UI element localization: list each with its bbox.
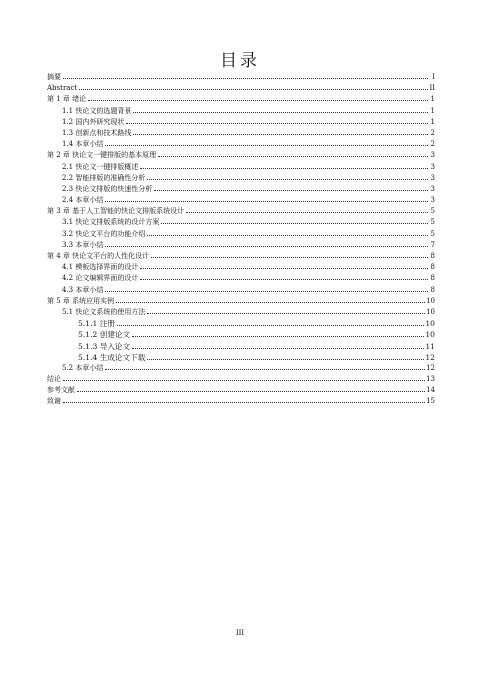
toc-entry[interactable] bbox=[47, 173, 435, 184]
toc-entry[interactable] bbox=[47, 273, 435, 284]
toc-entry-page: 15 bbox=[426, 397, 435, 406]
toc-entry-label: 1.4 本章小结 bbox=[62, 140, 104, 149]
toc-entry-page: II bbox=[429, 84, 435, 93]
toc-entry-label: 第 5 章 系统应用实例 bbox=[47, 296, 115, 305]
toc-entry-page: 10 bbox=[425, 330, 435, 340]
dot-leader bbox=[158, 156, 428, 157]
dot-leader bbox=[161, 223, 428, 224]
toc-entry[interactable] bbox=[47, 128, 435, 139]
dot-leader bbox=[140, 268, 428, 269]
dot-leader bbox=[133, 134, 428, 135]
toc-entry-page: 1 bbox=[430, 95, 435, 104]
toc-entry-page: 8 bbox=[430, 263, 435, 272]
dot-leader bbox=[79, 89, 428, 90]
toc-entry-label: 5.1.2 创建论文 bbox=[78, 330, 131, 340]
toc-entry[interactable] bbox=[47, 285, 435, 296]
toc-entry[interactable] bbox=[47, 139, 435, 150]
toc-entry-page: 12 bbox=[425, 352, 435, 362]
toc-entry-page: 3 bbox=[430, 196, 435, 205]
toc-entry-label: 5.2 本章小结 bbox=[62, 363, 104, 372]
dot-leader bbox=[117, 325, 424, 326]
toc-entry-label: 4.1 模板选择界面的设计 bbox=[62, 263, 139, 272]
dot-leader bbox=[77, 391, 425, 392]
toc-entry[interactable] bbox=[47, 396, 435, 407]
toc-entry-label: 4.2 论文编辑界面的设计 bbox=[62, 274, 139, 283]
toc-entry-label: 1.3 创新点和技术路线 bbox=[62, 128, 132, 137]
toc-entry[interactable] bbox=[47, 206, 435, 217]
toc-entry[interactable] bbox=[47, 307, 435, 318]
toc-entry[interactable] bbox=[47, 240, 435, 251]
page-number: III bbox=[235, 629, 245, 637]
toc-entry-label: 5.1.1 注册 bbox=[78, 319, 115, 329]
toc-entry[interactable] bbox=[47, 352, 435, 363]
toc-entry-label: 1.1 快论文的选题背景 bbox=[62, 106, 132, 115]
dot-leader bbox=[105, 291, 428, 292]
toc-entry-page: 3 bbox=[430, 184, 435, 193]
toc-entry[interactable] bbox=[47, 94, 435, 105]
toc-entry-page: 5 bbox=[430, 218, 435, 227]
toc-entry-page: 8 bbox=[430, 285, 435, 294]
toc-entry-page: 3 bbox=[430, 173, 435, 182]
toc-entry[interactable] bbox=[47, 195, 435, 206]
toc-entry-page: 10 bbox=[426, 307, 435, 316]
dot-leader bbox=[105, 369, 425, 370]
toc-entry-page: 2 bbox=[430, 140, 435, 149]
toc-entry-label: 第 4 章 快论文平台的人性化设计 bbox=[47, 252, 150, 260]
toc-entry[interactable] bbox=[47, 150, 435, 161]
dot-leader bbox=[147, 313, 425, 314]
toc-entry-label: 第 3 章 基于人工智能的快论文排版系统设计 bbox=[47, 207, 185, 216]
toc-entry[interactable] bbox=[47, 72, 435, 83]
toc-entry-label: 5.1.3 导入论文 bbox=[78, 341, 131, 351]
table-of-contents bbox=[47, 72, 435, 408]
toc-entry-label: 第 2 章 快论文一键排版的基本原理 bbox=[47, 151, 157, 160]
toc-entry[interactable] bbox=[47, 363, 435, 374]
toc-entry-label: 致谢 bbox=[47, 397, 61, 406]
toc-entry-label: 5.1.4 生成论文下载 bbox=[78, 352, 146, 362]
toc-entry-page: 12 bbox=[426, 363, 435, 372]
toc-entry-label: 2.2 智能排版的准确性分析 bbox=[62, 173, 146, 182]
toc-entry[interactable] bbox=[47, 385, 435, 396]
dot-leader bbox=[63, 380, 425, 381]
toc-entry-label: 3.3 本章小结 bbox=[62, 240, 104, 249]
toc-entry-page: 14 bbox=[426, 386, 435, 395]
toc-entry[interactable] bbox=[47, 318, 435, 329]
toc-entry-label: 2.4 本章小结 bbox=[62, 196, 104, 205]
toc-entry-label: 3.1 快论文排版系统的设计方案 bbox=[62, 218, 160, 227]
toc-entry-label: 第 1 章 绪论 bbox=[47, 95, 87, 104]
dot-leader bbox=[63, 78, 428, 79]
toc-entry-page: 5 bbox=[430, 207, 435, 216]
toc-entry[interactable] bbox=[47, 329, 435, 340]
toc-entry[interactable] bbox=[47, 296, 435, 307]
toc-entry[interactable] bbox=[47, 117, 435, 128]
toc-entry-label: Abstract bbox=[47, 84, 78, 93]
toc-entry-page: 2 bbox=[430, 128, 435, 137]
toc-entry-label: 3.2 快论文平台的功能介绍 bbox=[62, 229, 146, 238]
toc-entry[interactable] bbox=[47, 262, 435, 273]
dot-leader bbox=[105, 246, 428, 247]
toc-entry-label: 5.1 快论文系统的使用方法 bbox=[62, 307, 146, 316]
toc-entry-page: 7 bbox=[430, 240, 435, 249]
toc-entry[interactable] bbox=[47, 106, 435, 117]
toc-entry[interactable] bbox=[47, 217, 435, 228]
dot-leader bbox=[133, 112, 428, 113]
dot-leader bbox=[186, 212, 428, 213]
toc-entry-page: 3 bbox=[430, 151, 435, 160]
dot-leader bbox=[147, 235, 428, 236]
toc-entry-page: 1 bbox=[430, 106, 435, 115]
toc-entry-label: 1.2 国内外研究现状 bbox=[62, 117, 125, 126]
toc-entry-page: 8 bbox=[430, 252, 435, 260]
dot-leader bbox=[154, 190, 428, 191]
toc-entry-page: 1 bbox=[430, 117, 435, 126]
dot-leader bbox=[147, 359, 424, 360]
toc-entry-label: 摘要 bbox=[47, 73, 61, 81]
toc-entry-page: I bbox=[432, 73, 435, 81]
toc-entry[interactable] bbox=[47, 162, 435, 173]
toc-entry-label: 2.3 快论文排版的快速性分析 bbox=[62, 184, 153, 193]
dot-leader bbox=[88, 100, 428, 101]
toc-entry-label: 结论 bbox=[47, 375, 61, 384]
toc-entry-page: 8 bbox=[430, 274, 435, 283]
toc-entry[interactable] bbox=[47, 251, 435, 262]
dot-leader bbox=[140, 168, 428, 169]
dot-leader bbox=[140, 279, 428, 280]
toc-entry[interactable] bbox=[47, 83, 435, 94]
toc-entry-page: 11 bbox=[425, 341, 435, 351]
toc-entry-label: 参考文献 bbox=[47, 386, 75, 395]
toc-entry-page: 10 bbox=[426, 296, 435, 305]
dot-leader bbox=[105, 145, 428, 146]
page-title: 目录 bbox=[220, 51, 260, 71]
toc-entry[interactable] bbox=[47, 374, 435, 385]
toc-entry-page: 10 bbox=[425, 319, 435, 329]
toc-entry[interactable] bbox=[47, 184, 435, 195]
toc-entry-label: 2.1 快论文一键排版概述 bbox=[62, 162, 139, 171]
dot-leader bbox=[132, 336, 424, 337]
dot-leader bbox=[126, 123, 428, 124]
dot-leader bbox=[132, 348, 424, 349]
dot-leader bbox=[151, 257, 428, 258]
dot-leader bbox=[63, 402, 425, 403]
toc-entry-page: 3 bbox=[430, 162, 435, 171]
toc-entry-page: 5 bbox=[430, 229, 435, 238]
dot-leader bbox=[105, 201, 428, 202]
dot-leader bbox=[116, 302, 425, 303]
toc-entry-page: 13 bbox=[426, 375, 435, 384]
toc-entry-label: 4.3 本章小结 bbox=[62, 285, 104, 294]
dot-leader bbox=[147, 179, 428, 180]
toc-entry[interactable] bbox=[47, 341, 435, 352]
toc-entry[interactable] bbox=[47, 229, 435, 240]
